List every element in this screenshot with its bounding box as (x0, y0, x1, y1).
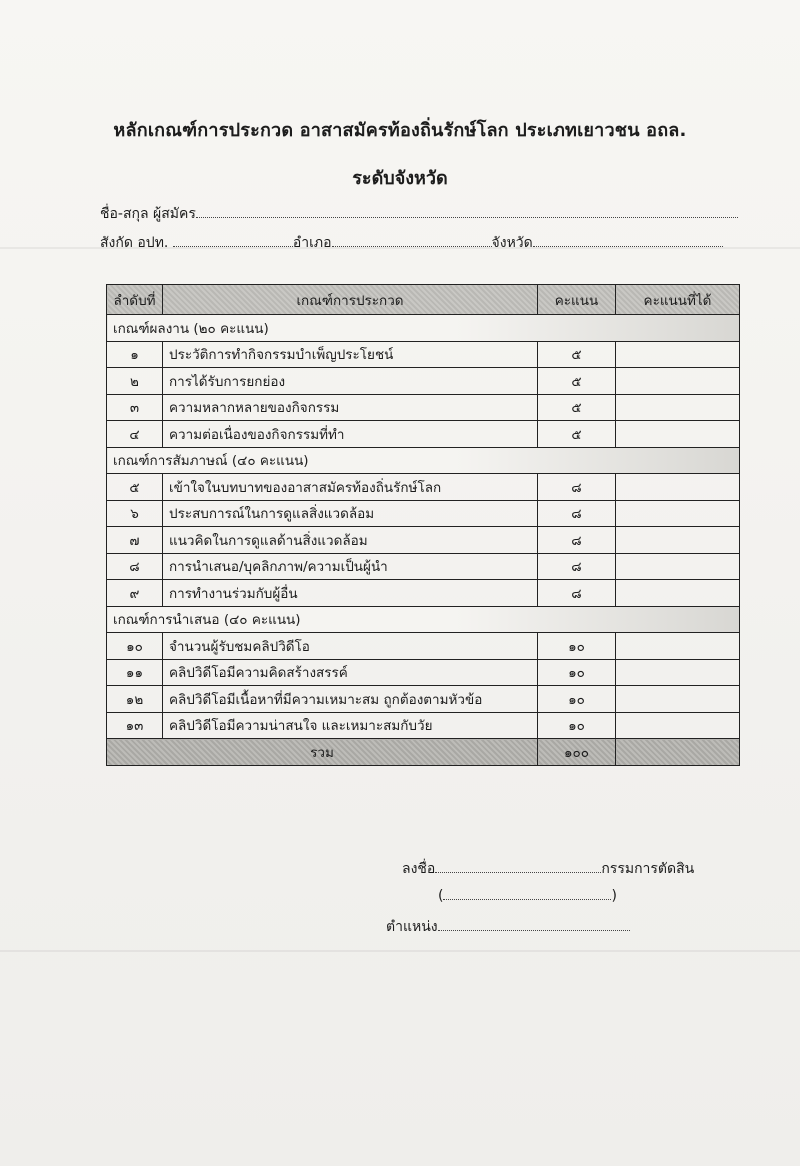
row-criterion: การได้รับการยกย่อง (163, 368, 538, 395)
judge-role: กรรมการตัดสิน (601, 861, 695, 877)
table-row (107, 553, 740, 580)
header-criterion: เกณฑ์การประกวด (163, 285, 538, 315)
criteria-table (106, 284, 740, 766)
table-row (107, 580, 740, 607)
page-subtitle: ระดับจังหวัด (352, 168, 448, 189)
position-line (386, 916, 630, 938)
table-row (107, 474, 740, 501)
province-label: จังหวัด (491, 235, 533, 251)
header-score-received: คะแนนที่ได้ (616, 285, 740, 315)
table-row (107, 341, 740, 368)
total-score: ๑๐๐ (538, 739, 616, 766)
row-number: ๕ (107, 474, 163, 501)
row-max-score: ๑๐ (538, 712, 616, 739)
table-row (107, 500, 740, 527)
paren-open: ( (438, 888, 444, 904)
row-number: ๔ (107, 421, 163, 448)
total-score-received[interactable] (616, 739, 740, 766)
row-score-received[interactable] (616, 341, 740, 368)
position-blank (438, 918, 630, 931)
printed-name-line (438, 887, 617, 904)
row-score-received[interactable] (616, 500, 740, 527)
row-criterion: ประวัติการทำกิจกรรมบำเพ็ญประโยชน์ (163, 341, 538, 368)
applicant-name-label: ชื่อ-สกุล ผู้สมัคร (100, 206, 196, 222)
province-blank (533, 234, 723, 247)
page-title: หลักเกณฑ์การประกวด อาสาสมัครท้องถิ่นรักษ์โลก ประเภทเยาวชน อถล. (113, 120, 687, 141)
row-score-received[interactable] (616, 580, 740, 607)
position-label: ตำแหน่ง (386, 919, 438, 935)
row-score-received[interactable] (616, 474, 740, 501)
row-number: ๑๑ (107, 659, 163, 686)
table-row (107, 712, 740, 739)
row-max-score: ๑๐ (538, 633, 616, 660)
row-criterion: แนวคิดในการดูแลด้านสิ่งแวดล้อม (163, 527, 538, 554)
row-number: ๑๒ (107, 686, 163, 713)
row-max-score: ๘ (538, 527, 616, 554)
row-criterion: ความหลากหลายของกิจกรรม (163, 394, 538, 421)
row-criterion: ความต่อเนื่องของกิจกรรมที่ทำ (163, 421, 538, 448)
table-row (107, 527, 740, 554)
table-row (107, 421, 740, 448)
row-max-score: ๕ (538, 368, 616, 395)
row-criterion: คลิปวิดีโอมีเนื้อหาที่มีความเหมาะสม ถูกต้องตามหัวข้อ (163, 686, 538, 713)
table-row (107, 686, 740, 713)
paper-fold-line (0, 950, 800, 952)
row-number: ๖ (107, 500, 163, 527)
row-max-score: ๕ (538, 421, 616, 448)
row-number: ๒ (107, 368, 163, 395)
district-blank (332, 234, 492, 247)
row-criterion: คลิปวิดีโอมีความน่าสนใจ และเหมาะสมกับวัย (163, 712, 538, 739)
row-score-received[interactable] (616, 659, 740, 686)
row-number: ๘ (107, 553, 163, 580)
row-number: ๙ (107, 580, 163, 607)
row-max-score: ๕ (538, 341, 616, 368)
row-score-received[interactable] (616, 686, 740, 713)
section-row (107, 447, 740, 474)
row-criterion: เข้าใจในบทบาทของอาสาสมัครท้องถิ่นรักษ์โลก (163, 474, 538, 501)
section-row (107, 606, 740, 633)
table-row (107, 394, 740, 421)
affiliation-blank (173, 234, 293, 247)
row-number: ๑๓ (107, 712, 163, 739)
table-row (107, 368, 740, 395)
row-score-received[interactable] (616, 553, 740, 580)
district-label: อำเภอ (292, 235, 332, 251)
signature-blank (435, 860, 601, 873)
paren-close: ) (611, 888, 617, 904)
row-max-score: ๕ (538, 394, 616, 421)
printed-name-blank (443, 887, 611, 900)
row-criterion: จำนวนผู้รับชมคลิปวิดีโอ (163, 633, 538, 660)
row-criterion: การนำเสนอ/บุคลิกภาพ/ความเป็นผู้นำ (163, 553, 538, 580)
row-number: ๑ (107, 341, 163, 368)
applicant-name-blank (196, 205, 738, 218)
row-criterion: ประสบการณ์ในการดูแลสิ่งแวดล้อม (163, 500, 538, 527)
row-criterion: คลิปวิดีโอมีความคิดสร้างสรรค์ (163, 659, 538, 686)
header-order: ลำดับที่ (107, 285, 163, 315)
table-row (107, 659, 740, 686)
signature-line (402, 858, 694, 880)
total-row (107, 739, 740, 766)
sign-label: ลงชื่อ (402, 861, 436, 877)
section-title: เกณฑ์การสัมภาษณ์ (๔๐ คะแนน) (107, 447, 740, 474)
row-score-received[interactable] (616, 421, 740, 448)
applicant-name-field (100, 203, 738, 225)
section-title: เกณฑ์ผลงาน (๒๐ คะแนน) (107, 315, 740, 342)
row-score-received[interactable] (616, 527, 740, 554)
affiliation-field (100, 232, 723, 254)
row-number: ๓ (107, 394, 163, 421)
total-label: รวม (107, 739, 538, 766)
row-number: ๗ (107, 527, 163, 554)
row-score-received[interactable] (616, 712, 740, 739)
row-max-score: ๑๐ (538, 659, 616, 686)
row-max-score: ๘ (538, 580, 616, 607)
section-row (107, 315, 740, 342)
section-title: เกณฑ์การนำเสนอ (๔๐ คะแนน) (107, 606, 740, 633)
row-score-received[interactable] (616, 394, 740, 421)
row-max-score: ๑๐ (538, 686, 616, 713)
row-max-score: ๘ (538, 553, 616, 580)
row-max-score: ๘ (538, 500, 616, 527)
row-number: ๑๐ (107, 633, 163, 660)
header-score: คะแนน (538, 285, 616, 315)
affiliation-label: สังกัด อปท. (100, 235, 169, 251)
row-max-score: ๘ (538, 474, 616, 501)
table-row (107, 633, 740, 660)
row-score-received[interactable] (616, 633, 740, 660)
row-score-received[interactable] (616, 368, 740, 395)
table-header-row (107, 285, 740, 315)
row-criterion: การทำงานร่วมกับผู้อื่น (163, 580, 538, 607)
